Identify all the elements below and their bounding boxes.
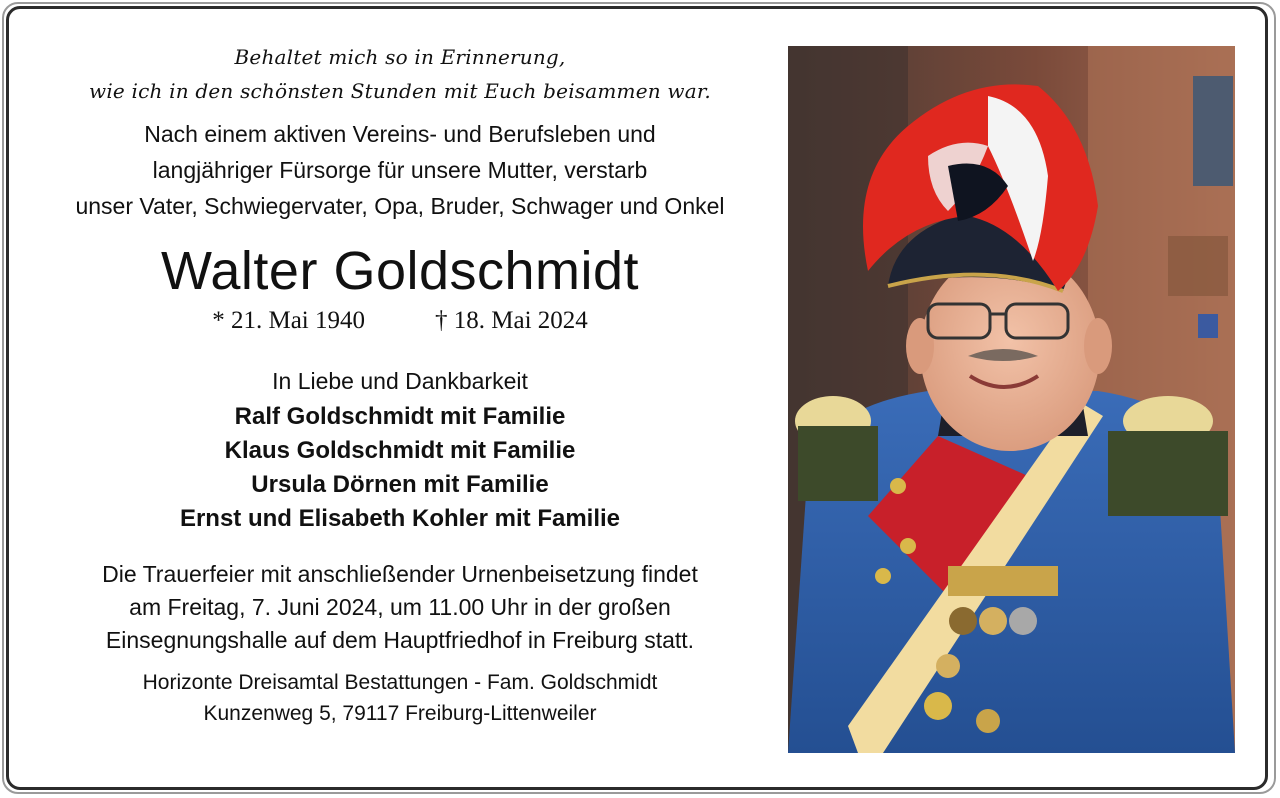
obituary-text — [30, 40, 770, 729]
love-line: In Liebe und Dankbarkeit — [272, 368, 528, 394]
motto-line: Behaltet mich so in Erinnerung, — [234, 45, 566, 69]
intro-line: unser Vater, Schwiegervater, Opa, Bruder, Schwager und Onkel — [75, 193, 725, 219]
intro-line: Nach einem aktiven Vereins- und Berufsleben und — [144, 121, 656, 147]
family-member: Ursula Dörnen mit Familie — [251, 471, 549, 498]
life-dates — [30, 306, 770, 336]
portrait-photo — [788, 46, 1235, 753]
motto — [30, 40, 770, 108]
undertaker-line: Kunzenweg 5, 79117 Freiburg-Littenweiler — [203, 702, 597, 725]
deceased-name: Walter Goldschmidt — [160, 241, 640, 301]
ceremony-info — [30, 558, 770, 657]
family-member: Klaus Goldschmidt mit Familie — [224, 437, 576, 464]
undertaker-line: Horizonte Dreisamtal Bestattungen - Fam. Goldschmidt — [142, 671, 658, 694]
family-member: Ernst und Elisabeth Kohler mit Familie — [179, 505, 621, 532]
family-member: Ralf Goldschmidt mit Familie — [234, 403, 566, 430]
intro — [30, 116, 770, 224]
ceremony-line: Die Trauerfeier mit anschließender Urnenbeisetzung findet — [102, 561, 698, 587]
death-date: † 18. Mai 2024 — [435, 307, 588, 334]
portrait-illustration — [788, 46, 1235, 753]
undertaker-info — [30, 667, 770, 729]
ceremony-line: am Freitag, 7. Juni 2024, um 11.00 Uhr in der großen — [129, 594, 671, 620]
window — [1193, 76, 1233, 186]
family-list — [30, 400, 770, 536]
birth-date: * 21. Mai 1940 — [212, 307, 365, 334]
intro-line: langjähriger Fürsorge für unsere Mutter, verstarb — [152, 157, 648, 183]
ceremony-line: Einsegnungshalle auf dem Hauptfriedhof in Freiburg statt. — [105, 627, 695, 653]
motto-line: wie ich in den schönsten Stunden mit Euch beisammen war. — [89, 79, 711, 103]
